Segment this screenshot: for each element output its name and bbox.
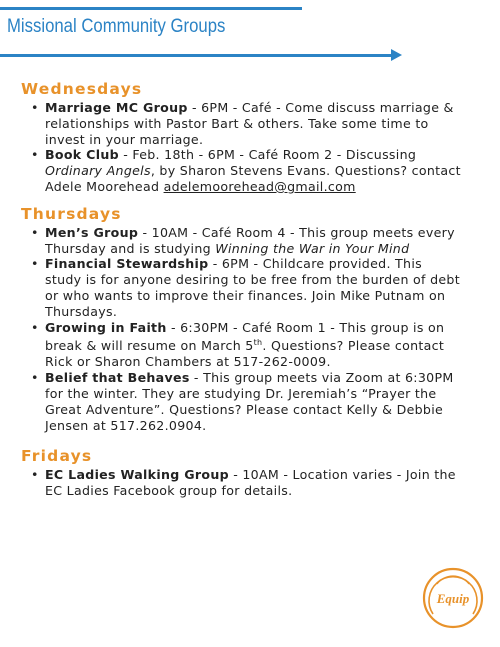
list-item [21, 256, 461, 319]
book-title: Ordinary Angels [45, 163, 151, 179]
group-list [21, 467, 461, 499]
bullet-icon: • [31, 100, 39, 115]
bullet-icon: • [31, 370, 39, 386]
section-thursdays [21, 203, 461, 434]
bullet-icon: • [31, 147, 39, 163]
group-name: Men’s Group [45, 224, 139, 240]
list-item [21, 467, 461, 499]
bullet-icon: • [31, 467, 39, 483]
group-details: - 6PM - Childcare provided. This study is for anyone desiring to be free from the burden of debt or who wants to improve their finances. Join Mike Putnam on Thursdays. [45, 256, 460, 319]
equip-logo-icon [421, 566, 485, 630]
group-details: . Questions? Please contact Rick or Sharon Chambers at 517-262-0009. [45, 338, 445, 370]
arrow-right-icon [391, 49, 402, 61]
group-name: EC Ladies Walking Group [45, 467, 229, 483]
list-item [21, 225, 461, 257]
group-details: - Feb. 18th - 6PM - Café Room 2 - Discussing [118, 147, 417, 163]
bullet-icon: • [31, 224, 39, 240]
group-details: - 10AM - Location varies - Join the EC Ladies Facebook group for details. [45, 467, 456, 499]
page-title: Missional Community Groups [7, 16, 226, 37]
group-name: Growing in Faith [45, 319, 167, 335]
group-list [21, 100, 461, 195]
book-title: Winning the War in Your Mind [215, 240, 410, 256]
day-heading: Fridays [21, 447, 93, 466]
group-details: - This group meets via Zoom at 6:30PM for the winter. They are studying Dr. Jeremiah’s “Prayer the Great Adventure”. Questions? Please contact Kelly & Debbie Jensen at 517.262.0904. [45, 370, 454, 433]
list-item [21, 147, 461, 194]
group-name: Financial Stewardship [45, 256, 209, 272]
group-name: Book Club [45, 147, 119, 163]
schedule-content [21, 78, 461, 507]
group-details: - 10AM - Café Room 4 - This group meets every Thursday and is studying [45, 224, 455, 256]
group-details: - 6:30PM - Café Room 1 - This group is on break & will resume on March 5 [45, 319, 445, 354]
group-name: Belief that Behaves [45, 370, 190, 386]
group-details: - 6PM - Café - Come discuss marriage & relationships with Pastor Bart & others. Take some time to invest in your marriage. [45, 100, 454, 147]
section-fridays [21, 445, 461, 499]
ordinal-suffix: th [253, 338, 263, 348]
arrow-divider [0, 54, 393, 57]
list-item [21, 320, 461, 371]
day-heading: Thursdays [21, 204, 122, 223]
list-item [21, 100, 461, 147]
group-list [21, 225, 461, 434]
group-details: , by Sharon Stevens Evans. Questions? contact Adele Moorehead [45, 163, 461, 194]
bullet-icon: • [31, 319, 39, 335]
group-name: Marriage MC Group [45, 100, 188, 115]
day-heading: Wednesdays [21, 80, 143, 98]
bullet-icon: • [31, 256, 39, 272]
section-wednesdays [21, 78, 461, 195]
list-item [21, 370, 461, 433]
header-rule [0, 7, 302, 10]
email-link[interactable]: adelemoorehead@gmail.com [163, 178, 356, 194]
logo-text: Equip [436, 591, 470, 606]
